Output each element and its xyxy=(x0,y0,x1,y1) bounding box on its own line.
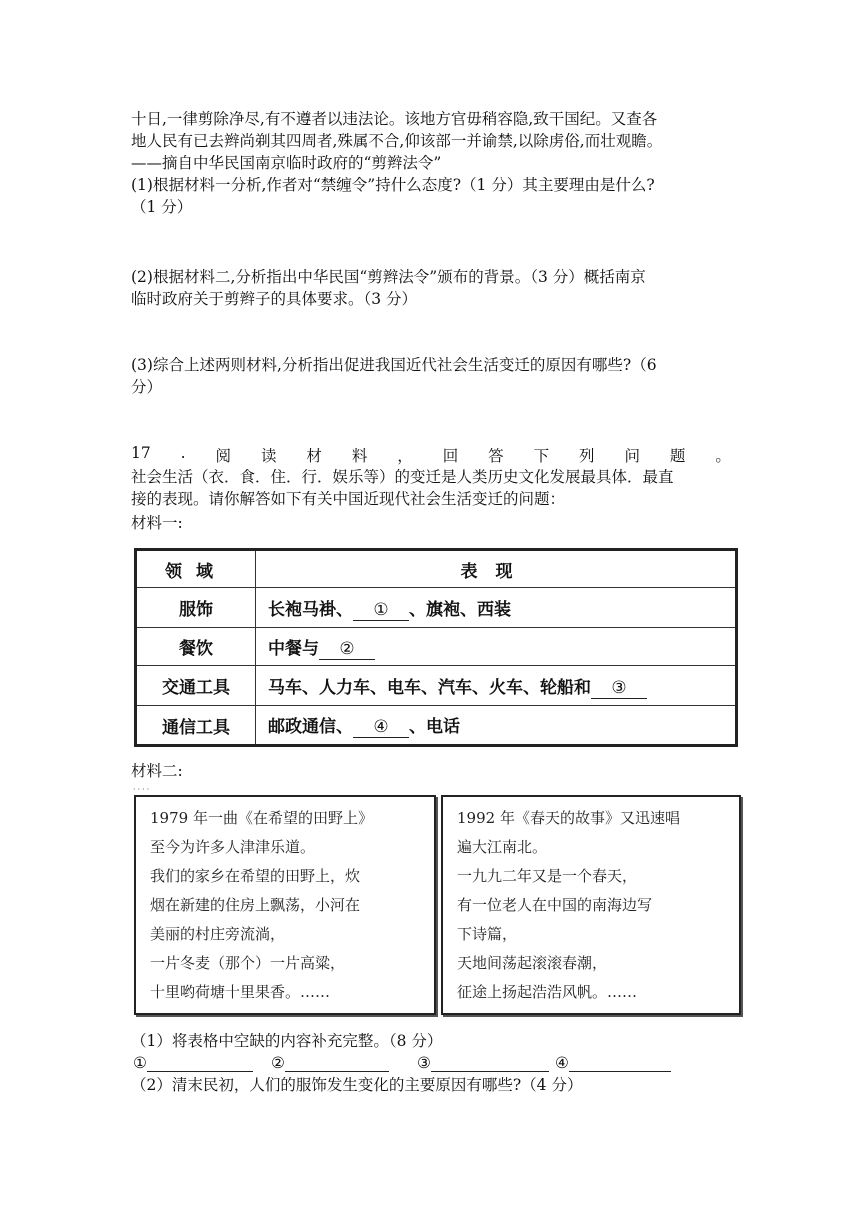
row-text: 马车、人力车、电车、汽车、火车、轮船和 xyxy=(268,677,591,698)
row-content xyxy=(256,588,737,628)
table-header-row xyxy=(136,550,737,588)
lyrics-box-left xyxy=(134,795,436,1015)
row-text: 长袍马褂、 xyxy=(268,599,353,620)
answer-blank-4[interactable] xyxy=(555,1054,671,1072)
lyric-line: 1992 年《春天的故事》又迅速唱 xyxy=(457,809,680,827)
q17-char: 问 xyxy=(624,447,640,465)
q17-char: 读 xyxy=(260,447,277,465)
table-row xyxy=(136,628,737,666)
sub-question-2: （2）清末民初，人们的服饰发生变化的主要原因有哪些?（4 分） xyxy=(131,1076,583,1094)
material-2-label: 材料二: xyxy=(131,762,183,780)
row-text: 中餐与 xyxy=(268,638,319,659)
blank-2: ② xyxy=(319,639,375,660)
answer-blank-2[interactable] xyxy=(271,1054,389,1072)
row-text: 邮政通信、 xyxy=(268,717,353,737)
q17-char: 下 xyxy=(533,447,550,465)
question-2-line-1: (2)根据材料二,分析指出中华民国“剪辫法令”颁布的背景。（3 分）概括南京 xyxy=(131,268,646,286)
row-content xyxy=(256,706,737,746)
header-manifestation: 表现 xyxy=(256,550,737,588)
sub-question-1: （1）将表格中空缺的内容补充完整。（8 分） xyxy=(131,1032,443,1050)
row-field: 餐饮 xyxy=(136,628,256,666)
lyric-line: 我们的家乡在希望的田野上，炊 xyxy=(150,867,361,885)
row-text: 、电话 xyxy=(409,717,460,737)
row-field: 交通工具 xyxy=(136,666,256,706)
table-row xyxy=(136,706,737,746)
lyric-line: 天地间荡起滚滚春潮， xyxy=(457,954,608,972)
question-17-intro-2: 接的表现。请你解答如下有关中国近现代社会生活变迁的问题： xyxy=(131,490,566,508)
answer-marker: ④ xyxy=(555,1054,569,1072)
blank-1: ① xyxy=(353,600,409,621)
lyric-line: 十里哟荷塘十里果香。…… xyxy=(150,983,331,1001)
dotted-mark: ···· xyxy=(133,785,152,794)
row-content xyxy=(256,666,737,706)
question-1-line-2: （1 分） xyxy=(131,198,193,216)
lyric-line: 美丽的村庄旁流淌， xyxy=(150,925,286,943)
material-table xyxy=(134,548,738,747)
lyrics-box-right xyxy=(441,795,741,1015)
row-content xyxy=(256,628,737,666)
q17-char: 回 xyxy=(442,447,459,465)
lyric-line: 下诗篇， xyxy=(457,925,518,943)
row-field: 通信工具 xyxy=(136,706,256,746)
question-1-line-1: (1)根据材料一分析,作者对“禁缠令”持什么态度?（1 分）其主要理由是什么? xyxy=(131,176,655,194)
material-1-label: 材料一: xyxy=(131,514,183,532)
lyric-line: 一片冬麦（那个）一片高粱， xyxy=(150,954,346,972)
table-row xyxy=(136,588,737,628)
passage-line-1: 十日,一律剪除净尽,有不遵者以违法论。该地方官毋稍容隐,致干国纪。又查各 xyxy=(131,110,658,128)
q17-char: 答 xyxy=(488,447,504,465)
q17-char: 。 xyxy=(715,447,731,465)
question-2-line-2: 临时政府关于剪辫子的具体要求。（3 分） xyxy=(131,290,418,308)
answer-blank-3[interactable] xyxy=(417,1054,549,1072)
q17-char: . xyxy=(180,444,186,462)
question-3-line-1: (3)综合上述两则材料,分析指出促进我国近代社会生活变迁的原因有哪些?（6 xyxy=(131,356,657,374)
q17-char: 题 xyxy=(669,447,686,465)
row-text: 、旗袍、西装 xyxy=(409,599,511,620)
q17-char: 阅 xyxy=(215,447,232,465)
lyric-line: 征途上扬起浩浩风帆。…… xyxy=(457,983,638,1001)
q17-char: 列 xyxy=(579,447,595,465)
answer-blank-1[interactable] xyxy=(133,1054,253,1072)
question-3-line-2: 分） xyxy=(131,378,163,396)
lyric-line: 有一位老人在中国的南海边写 xyxy=(457,896,653,914)
blank-4: ④ xyxy=(353,717,409,738)
lyric-line: 至今为许多人津津乐道。 xyxy=(150,838,316,856)
question-17-intro-1: 社会生活（衣．食．住．行．娱乐等）的变迁是人类历史文化发展最具体．最直 xyxy=(131,468,674,486)
question-17-heading xyxy=(131,444,731,466)
passage-source: ——摘自中华民国南京临时政府的“剪辫法令” xyxy=(131,154,442,172)
lyric-line: 烟在新建的住房上飘荡，小河在 xyxy=(150,896,361,914)
passage-line-2: 地人民有已去辫尚剃其四周者,殊属不合,仰该部一并谕禁,以除虏俗,而壮观瞻。 xyxy=(131,132,663,150)
row-field: 服饰 xyxy=(136,588,256,628)
lyric-line: 遍大江南北。 xyxy=(457,838,548,856)
answer-marker: ① xyxy=(133,1054,147,1072)
q17-char: 材 xyxy=(306,447,322,465)
lyric-line: 1979 年一曲《在希望的田野上》 xyxy=(150,809,373,827)
q17-char: 料 xyxy=(351,447,368,465)
lyric-line: 一九九二年又是一个春天， xyxy=(457,867,638,885)
q17-char: ， xyxy=(397,447,413,465)
answer-marker: ② xyxy=(271,1054,285,1072)
q17-char: 17 xyxy=(131,444,151,462)
answer-marker: ③ xyxy=(417,1054,431,1072)
table-row xyxy=(136,666,737,706)
header-field: 领域 xyxy=(136,550,256,588)
blank-3: ③ xyxy=(591,678,647,699)
